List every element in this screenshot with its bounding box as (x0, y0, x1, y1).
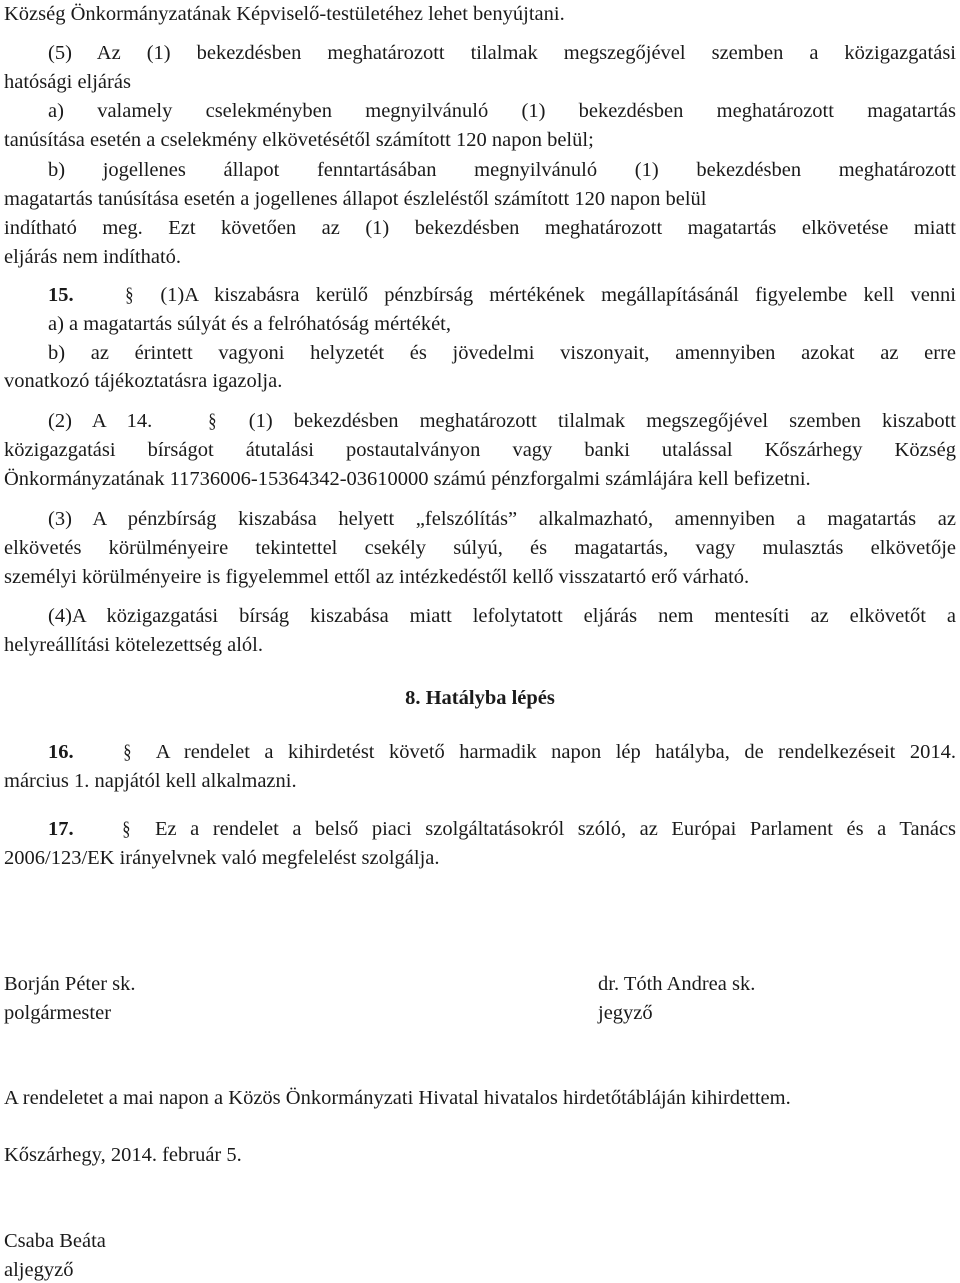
section-sign: § (125, 284, 134, 306)
section-15-p2-line-2: közigazgatási bírságot átutalási postautalványon vagy banki utalással Kőszárhegy Község (4, 439, 956, 461)
section-17-line-2: 2006/123/EK irányelvnek való megfelelést szolgálja. (4, 847, 440, 869)
section-15-item-b-line-2: vonatkozó tájékoztatásra igazolja. (4, 370, 283, 392)
section-15-p4-line-1: (4)A közigazgatási bírság kiszabása miatt lefolytatott eljárás nem mentesíti az elkövetőt a (48, 605, 956, 627)
section-text: A rendelet a kihirdetést követő harmadik napon lép hatályba, de rendelkezéseit 2014. (155, 741, 956, 763)
section-15-p4-line-2: helyreállítási kötelezettség alól. (4, 634, 263, 656)
section-16-line-2: március 1. napjától kell alkalmazni. (4, 770, 297, 792)
signature-right-name: dr. Tóth Andrea sk. (598, 973, 756, 995)
section-15-line-1 (4, 283, 956, 307)
paragraph-text: (1) bekezdésben meghatározott tilalmak megszegőjével szemben kiszabott (248, 410, 956, 432)
section-15-p2-line-1 (4, 409, 956, 433)
section-15-p3-line-2: elkövetés körülményeire tekintettel csekély súlyú, és magatartás, vagy mulasztás elkövetője (4, 537, 956, 559)
section-15-p2-line-3: Önkormányzatának 11736006-15364342-03610000 számú pénzforgalmi számlájára kell befizetni. (4, 468, 811, 490)
place-date: Kőszárhegy, 2014. február 5. (4, 1144, 242, 1166)
section-number: 16. (48, 741, 74, 763)
signature-left-title: polgármester (4, 1002, 112, 1024)
text-line: Község Önkormányzatának Képviselő-testületéhez lehet benyújtani. (4, 3, 565, 25)
section-15-item-a: a) a magatartás súlyát és a felróhatóság mértékét, (48, 313, 451, 335)
section-15-p3-line-3: személyi körülményeire is figyelemmel ettől az intézkedéstől kellő visszatartó erő várható. (4, 566, 750, 588)
section-sign: § (122, 818, 131, 840)
section-sign: § (208, 410, 217, 432)
section-heading: 8. Hatályba lépés (405, 687, 555, 709)
signature-left-name: Borján Péter sk. (4, 973, 136, 995)
paragraph-5b-line-4: eljárás nem indítható. (4, 246, 182, 268)
paragraph-label: (2) A 14. (48, 410, 153, 432)
section-17-line-1 (4, 817, 956, 841)
paragraph-5b-line-1: b) jogellenes állapot fenntartásában megnyilvánuló (1) bekezdésben meghatározott (48, 159, 956, 181)
section-number: 15. (48, 284, 74, 306)
paragraph-5a-line-1: a) valamely cselekményben megnyilvánuló (1) bekezdésben meghatározott magatartás (48, 100, 956, 122)
paragraph-5b-line-2: magatartás tanúsítása esetén a jogellenes állapot észleléstől számított 120 napon belül (4, 188, 707, 210)
paragraph-5a-line-2: tanúsítása esetén a cselekmény elkövetésétől számított 120 napon belül; (4, 129, 594, 151)
section-16-line-1 (4, 740, 956, 764)
clerk-name: Csaba Beáta (4, 1230, 106, 1252)
paragraph-5b-line-3: indítható meg. Ezt követően az (1) bekezdésben meghatározott magatartás elkövetése miatt (4, 217, 956, 239)
section-15-p3-line-1: (3) A pénzbírság kiszabása helyett „felszólítás” alkalmazható, amennyiben a magatartás az (48, 508, 956, 530)
section-number: 17. (48, 818, 74, 840)
section-sign: § (123, 741, 132, 763)
section-15-item-b-line-1: b) az érintett vagyoni helyzetét és jövedelmi viszonyait, amennyiben azokat az erre (48, 342, 956, 364)
announcement-text: A rendeletet a mai napon a Közös Önkormányzati Hivatal hivatalos hirdetőtábláján kihirdettem. (4, 1087, 791, 1109)
clerk-title: aljegyző (4, 1259, 74, 1281)
signature-right-title: jegyző (598, 1002, 653, 1024)
section-text: Ez a rendelet a belső piaci szolgáltatásokról szóló, az Európai Parlament és a Tanács (155, 818, 957, 840)
paragraph-5-line-1: (5) Az (1) bekezdésben meghatározott tilalmak megszegőjével szemben a közigazgatási (48, 42, 956, 64)
paragraph-5-line-2: hatósági eljárás (4, 71, 131, 93)
section-text: (1)A kiszabásra kerülő pénzbírság mértékének megállapításánál figyelembe kell venni (160, 284, 956, 306)
